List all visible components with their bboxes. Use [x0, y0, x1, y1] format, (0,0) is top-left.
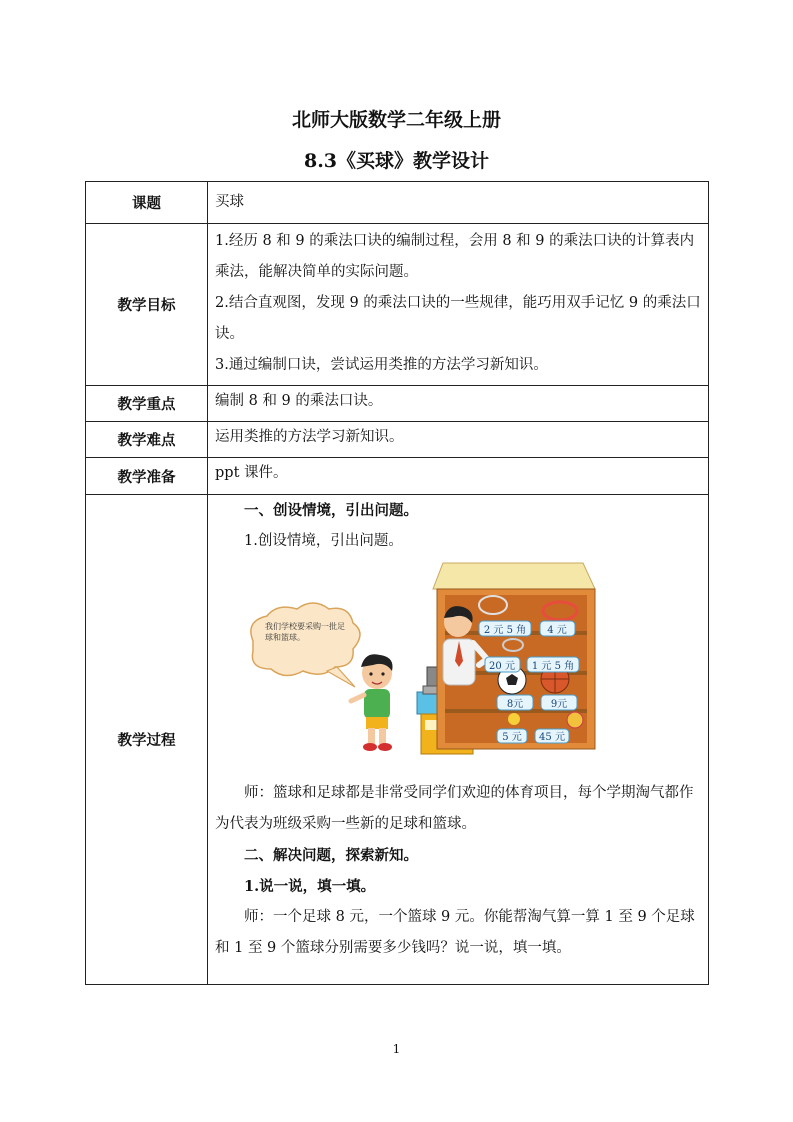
section2-heading: 二、解决问题，探索新知。	[244, 847, 418, 864]
boy-figure	[351, 654, 393, 751]
section2-step: 1.说一说，填一填。	[244, 878, 376, 895]
label-topic: 课题	[86, 182, 208, 224]
shop-illustration	[215, 561, 702, 776]
section1-step: 1.创设情境，引出问题。	[244, 533, 403, 549]
goal-item-1: 1.经历 8 和 9 的乘法口诀的编制过程，会用 8 和 9 的乘法口诀的计算表内乘法，能解决简单的实际问题。	[215, 233, 695, 280]
row-difficulty	[86, 422, 709, 458]
price-tag-8: 45 元	[539, 732, 565, 743]
goal-item-2: 2.结合直观图，发现 9 的乘法口诀的一些规律，能巧用双手记忆 9 的乘法口诀。	[215, 295, 701, 342]
content-difficulty: 运用类推的方法学习新知识。	[208, 422, 709, 458]
row-preparation	[86, 458, 709, 495]
row-key-point	[86, 386, 709, 422]
price-tag-3: 20 元	[489, 661, 515, 672]
goal-item-3: 3.通过编制口诀，尝试运用类推的方法学习新知识。	[215, 357, 548, 373]
price-tag-2: 4 元	[547, 625, 567, 636]
document-title: 北师大版数学二年级上册	[291, 109, 501, 131]
content-key-point: 编制 8 和 9 的乘法口诀。	[208, 386, 709, 422]
page-number: 1	[392, 1042, 401, 1056]
speech-bubble-text: 我们学校要采购一批足球和篮球。	[265, 622, 345, 642]
price-tag-7: 5 元	[502, 732, 522, 743]
label-process: 教学过程	[86, 495, 208, 985]
price-tag-1: 2 元 5 角	[483, 625, 527, 636]
price-tag-4: 1 元 5 角	[531, 661, 575, 672]
content-process	[208, 495, 709, 985]
content-goals	[208, 224, 709, 386]
row-goals	[86, 224, 709, 386]
teacher-intro: 师：篮球和足球都是非常受同学们欢迎的体育项目，每个学期淘气都作为代表为班级采购一些新的足球和篮球。	[215, 785, 694, 832]
label-goals: 教学目标	[86, 224, 208, 386]
price-tag-5: 8元	[506, 699, 524, 710]
price-tag-6: 9元	[550, 699, 568, 710]
lesson-plan-table	[85, 181, 709, 985]
shop-scene	[215, 561, 685, 776]
content-topic: 买球	[208, 182, 709, 224]
row-topic	[86, 182, 709, 224]
section1-heading: 一、创设情境，引出问题。	[244, 502, 418, 519]
label-key-point: 教学重点	[86, 386, 208, 422]
label-preparation: 教学准备	[86, 458, 208, 495]
row-process	[86, 495, 709, 985]
content-preparation: ppt 课件。	[208, 458, 709, 495]
document-subtitle: 8.3《买球》教学设计	[303, 150, 490, 172]
label-difficulty: 教学难点	[86, 422, 208, 458]
teacher-question: 师：一个足球 8 元，一个篮球 9 元。你能帮淘气算一算 1 至 9 个足球和 1 至 9 个篮球分别需要多少钱吗？说一说，填一填。	[215, 909, 695, 956]
speech-bubble	[251, 603, 360, 687]
